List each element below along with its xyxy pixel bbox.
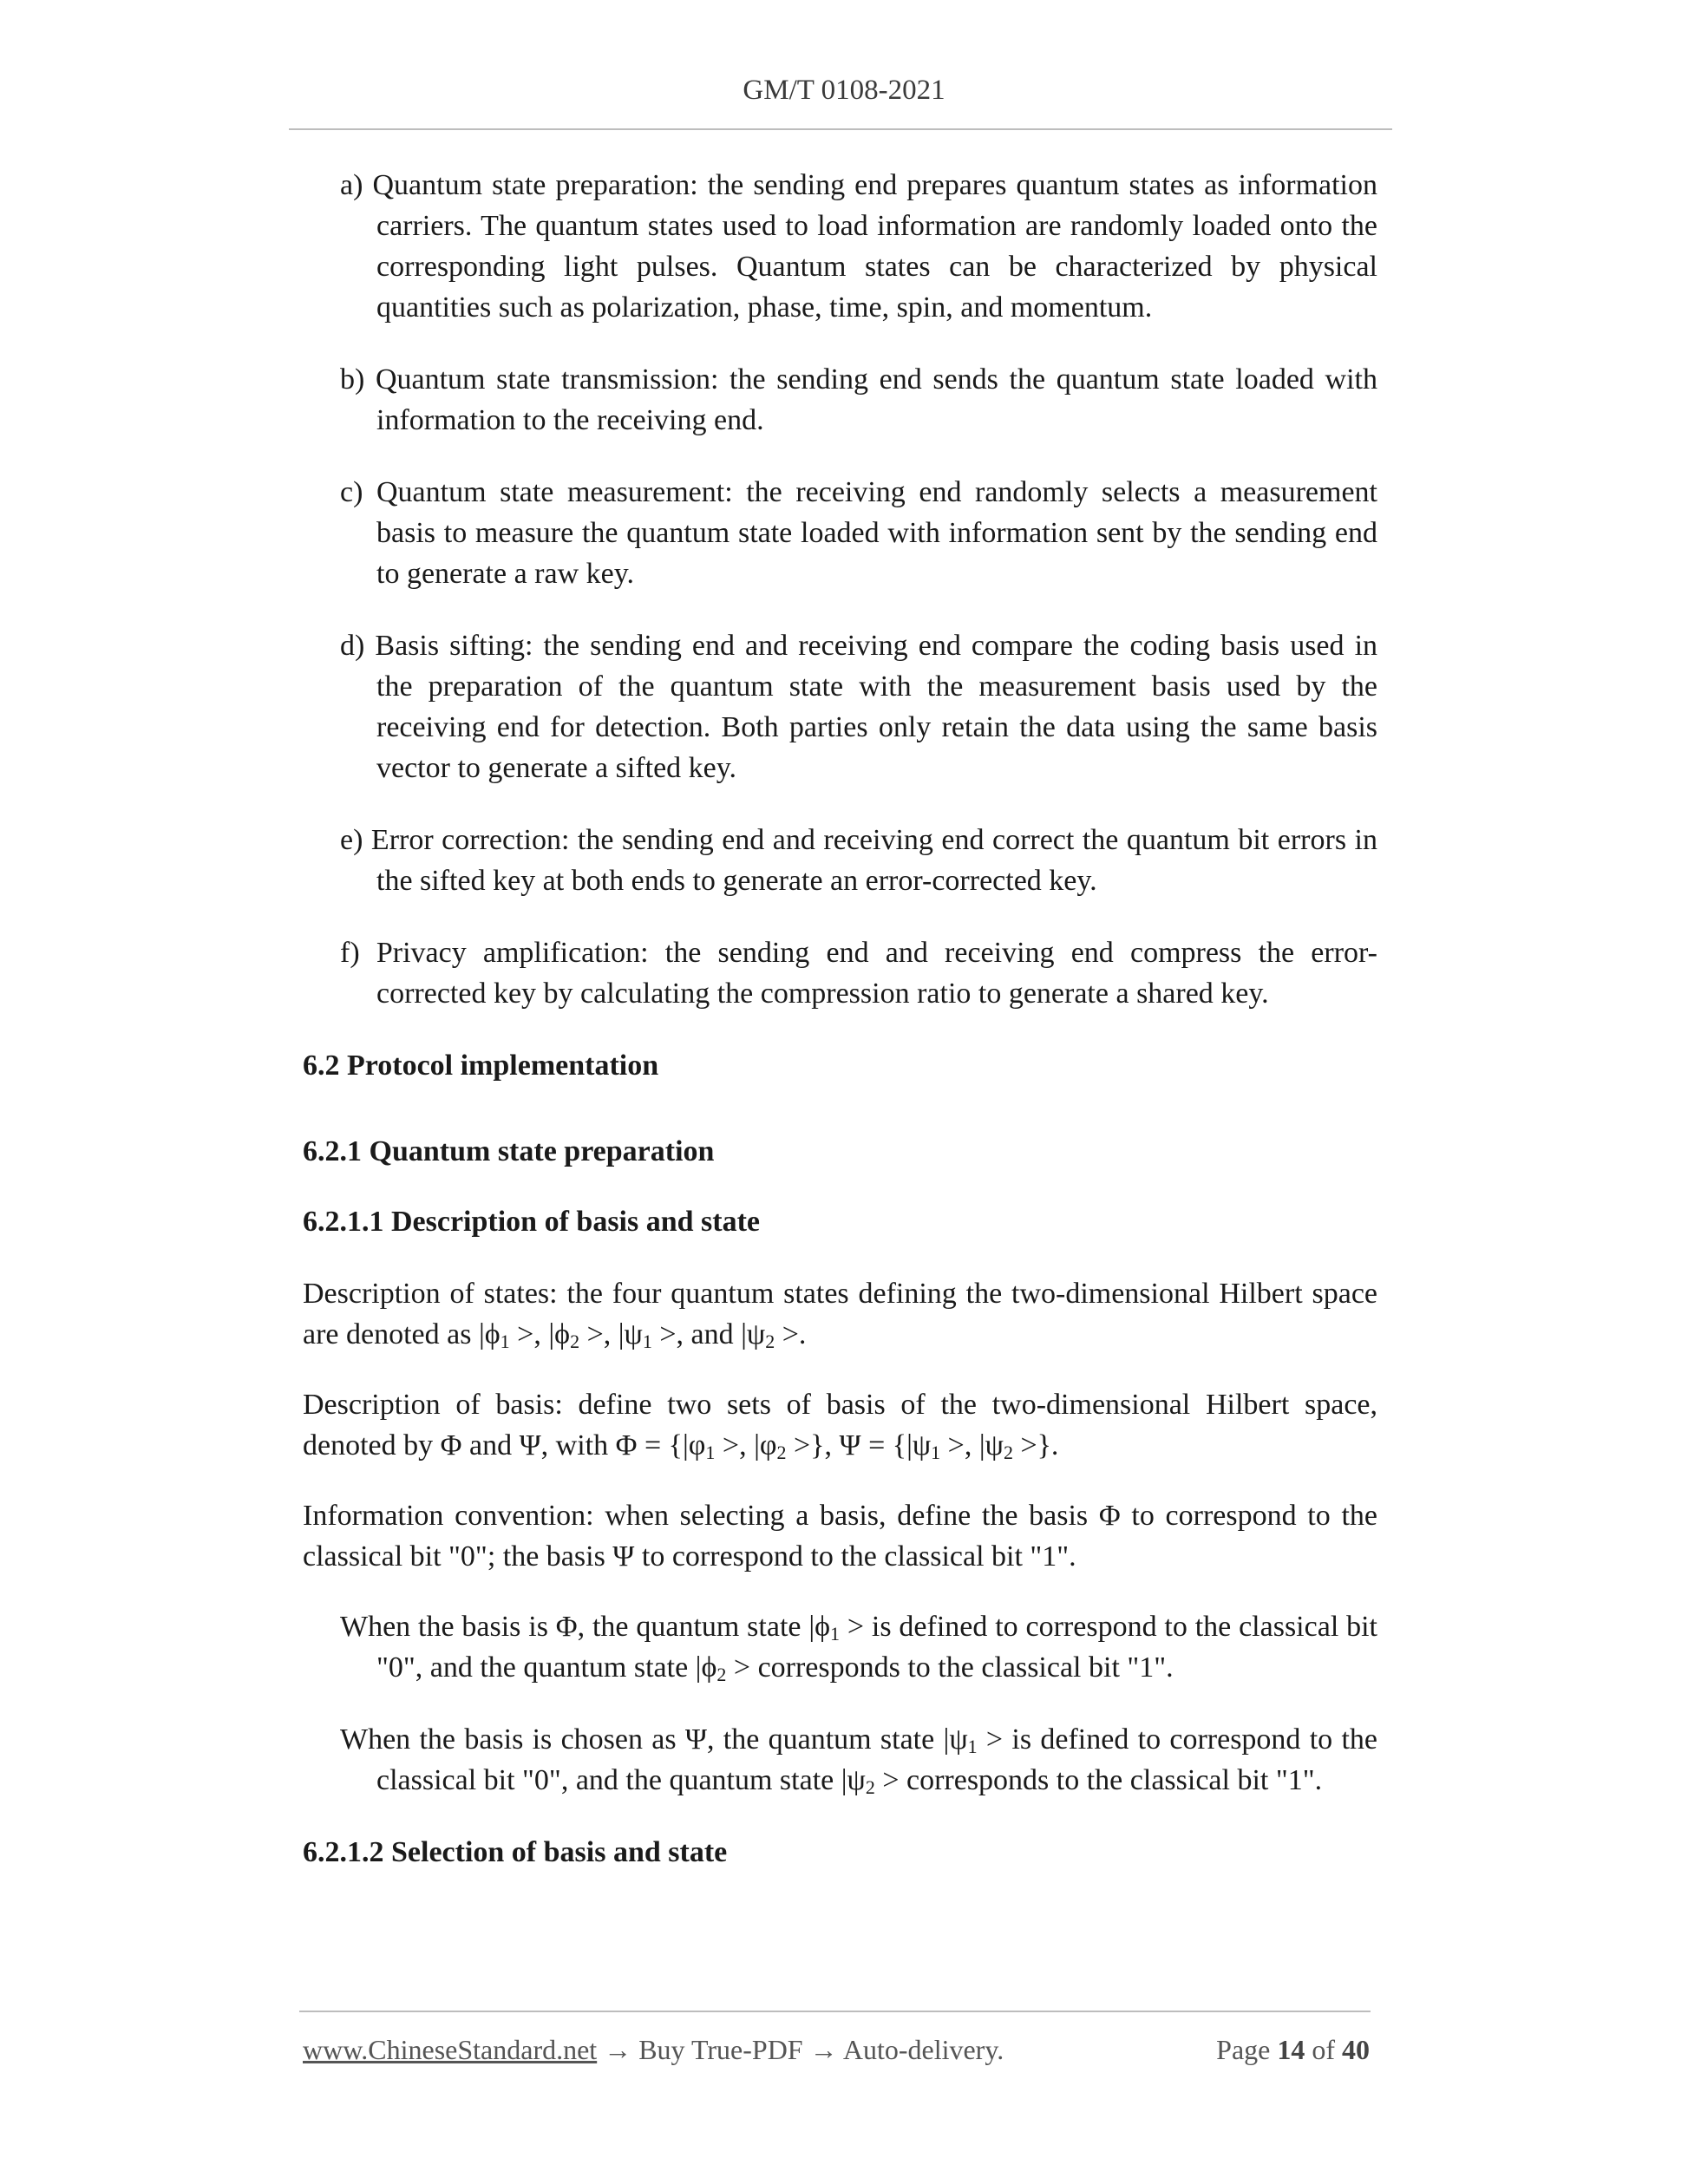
step-item-b (340, 359, 1377, 441)
basis-description: Description of basis: define two sets of basis of the two-dimensional Hilbert space, denoted by Φ and Ψ, with $\Phi = \{|\varphi_1$ >, $|\varphi_2$ >}, $\Psi = \{|\psi_1$ >, $|\psi_2$ >}. (303, 1389, 1377, 1463)
step-text: Privacy amplification: the sending end and receiving end compress the error-corrected key by calculating the compression ratio to generate a shared key. (376, 937, 1377, 1010)
section-heading-6-2-1-1: 6.2.1.1 Description of basis and state (303, 1206, 761, 1238)
section-heading-6-2: 6.2 Protocol implementation (303, 1049, 659, 1082)
step-prefix: f) (340, 937, 360, 969)
step-prefix: a) (340, 169, 363, 201)
step-item-c (340, 472, 1377, 594)
step-item-a (340, 165, 1377, 328)
step-item-e (340, 820, 1377, 901)
page-header-doc-code: GM/T 0108-2021 (743, 75, 945, 106)
step-text: Quantum state measurement: the receiving end randomly selects a measurement basis to measure the quantum state loaded with information sent by the sending end to generate a raw key. (376, 476, 1377, 590)
site-link[interactable]: www.ChineseStandard.net (303, 2034, 598, 2065)
information-convention: Information convention: when selecting a basis, define the basis Φ to correspond to the classical bit "0"; the basis Ψ to correspond to the classical bit "1". (303, 1500, 1377, 1573)
step-prefix: d) (340, 630, 365, 662)
step-prefix: b) (340, 363, 365, 396)
header-rule (289, 128, 1392, 130)
page-number: Page 14 of 40 (1216, 2034, 1370, 2065)
step-text: Quantum state preparation: the sending end prepares quantum states as information carriers. The quantum states used to load information are randomly loaded onto the corresponding light pulses. Quantum states can be characterized by physical quantities such as polarization, phase, time, spin, and momentum. (372, 169, 1378, 324)
psi-basis-rule: When the basis is chosen as Ψ, the quantum state $|\psi_1$ > is defined to correspond to the classical bit "0", and the quantum state $|\psi_2$ > corresponds to the classical bit "1". (340, 1723, 1377, 1798)
step-text: Quantum state transmission: the sending end sends the quantum state loaded with information to the receiving end. (375, 363, 1377, 436)
phi-basis-rule: When the basis is Φ, the quantum state $|\phi_1$ > is defined to correspond to the classical bit "0", and the quantum state $|\phi_2$ > corresponds to the classical bit "1". (340, 1611, 1377, 1685)
step-prefix: e) (340, 824, 363, 856)
footer-tagline: → Buy True-PDF → Auto-delivery. (597, 2034, 1004, 2065)
states-description: Description of states: the four quantum states defining the two-dimensional Hilbert space are denoted as $|\phi_1$ >, $|\phi_2$ >, $|\psi_1$ >, and $|\psi_2$ >. (303, 1278, 1377, 1352)
step-item-f (340, 932, 1377, 1014)
footer-rule (299, 2011, 1371, 2012)
step-text: Error correction: the sending end and receiving end correct the quantum bit errors in the sifted key at both ends to generate an error-corrected key. (370, 824, 1377, 897)
page-body (0, 165, 1688, 1873)
step-text: Basis sifting: the sending end and receiving end compare the coding basis used in the preparation of the quantum state with the measurement basis used by the receiving end for detection. Both parties only retain the data using the same basis vector to generate a sifted key. (375, 630, 1378, 784)
step-item-d (340, 625, 1377, 788)
page-footer (303, 2034, 1370, 2066)
section-heading-6-2-1: 6.2.1 Quantum state preparation (303, 1135, 715, 1167)
step-prefix: c) (340, 476, 363, 508)
section-heading-6-2-1-2: 6.2.1.2 Selection of basis and state (303, 1836, 728, 1868)
